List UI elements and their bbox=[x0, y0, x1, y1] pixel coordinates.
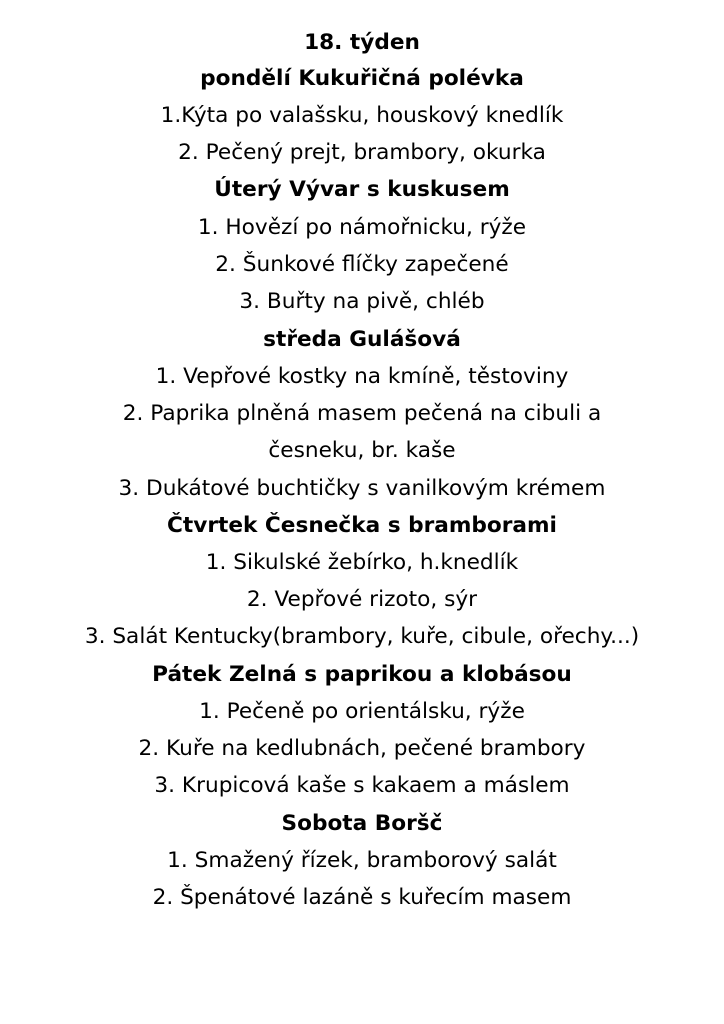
dish-monday-2: 2. Pečený prejt, brambory, okurka bbox=[178, 140, 546, 165]
day-heading-tuesday: Úterý Vývar s kuskusem bbox=[214, 177, 510, 202]
day-heading-saturday: Sobota Boršč bbox=[281, 811, 443, 836]
week-title: 18. týden bbox=[304, 30, 420, 55]
dish-friday-2: 2. Kuře na kedlubnách, pečené brambory bbox=[138, 736, 586, 761]
dish-tuesday-2: 2. Šunkové flíčky zapečené bbox=[215, 252, 509, 277]
dish-thursday-2: 2. Vepřové rizoto, sýr bbox=[246, 587, 478, 612]
dish-friday-3: 3. Krupicová kaše s kakaem a máslem bbox=[154, 773, 570, 798]
dish-wednesday-3: 3. Dukátové buchtičky s vanilkovým krémem bbox=[118, 476, 606, 501]
dish-thursday-3: 3. Salát Kentucky(brambory, kuře, cibule, ořechy...) bbox=[84, 624, 640, 649]
day-heading-friday: Pátek Zelná s paprikou a klobásou bbox=[152, 662, 572, 687]
dish-wednesday-1: 1. Vepřové kostky na kmíně, těstoviny bbox=[155, 364, 569, 389]
dish-saturday-2: 2. Špenátové lazáně s kuřecím masem bbox=[152, 885, 572, 910]
dish-wednesday-2-continued: česneku, br. kaše bbox=[268, 438, 456, 463]
dish-friday-1: 1. Pečeně po orientálsku, rýže bbox=[199, 699, 525, 724]
dish-tuesday-3: 3. Buřty na pivě, chléb bbox=[239, 289, 485, 314]
day-heading-thursday: Čtvrtek Česnečka s bramborami bbox=[167, 513, 557, 538]
day-heading-wednesday: středa Gulášová bbox=[263, 327, 461, 352]
dish-tuesday-1: 1. Hovězí po námořnicku, rýže bbox=[197, 215, 527, 240]
day-heading-monday: pondělí Kukuřičná polévka bbox=[200, 66, 524, 91]
dish-monday-1: 1.Kýta po valašsku, houskový knedlík bbox=[160, 103, 564, 128]
dish-thursday-1: 1. Sikulské žebírko, h.knedlík bbox=[205, 550, 519, 575]
dish-saturday-1: 1. Smažený řízek, bramborový salát bbox=[167, 848, 557, 873]
dish-wednesday-2: 2. Paprika plněná masem pečená na cibuli a bbox=[122, 401, 602, 426]
